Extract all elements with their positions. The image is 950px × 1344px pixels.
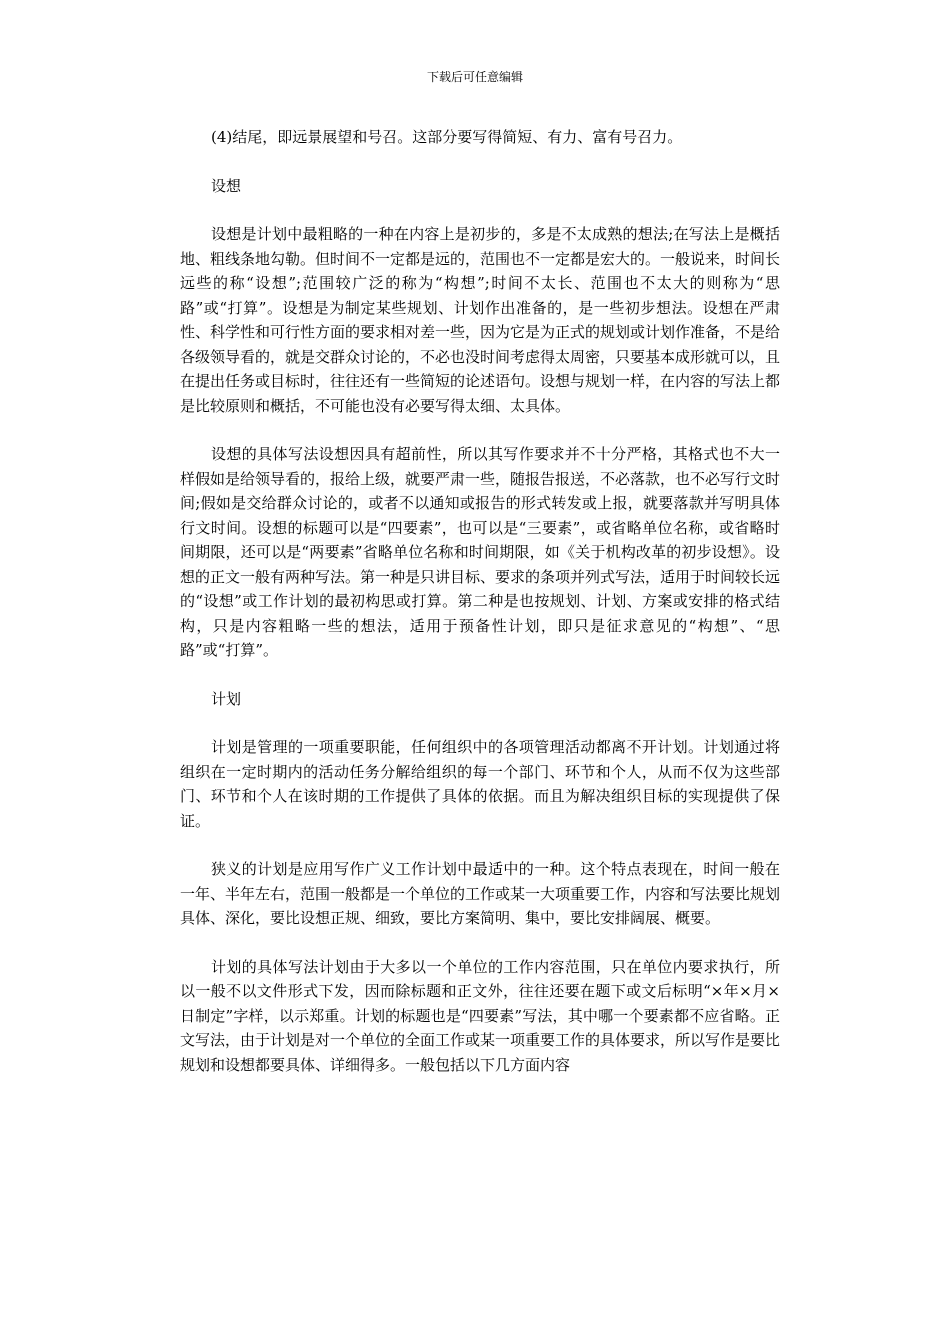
paragraph-jihua-writing: 计划的具体写法计划由于大多以一个单位的工作内容范围，只在单位内要求执行，所以一般不以文件形式下发，因而除标题和正文外，往往还要在题下或文后标明“×年×月×日制定”字样，以示郑重。计划的标题也是“四要素”写法，其中哪一个要素都不应省略。正文写法，由于计划是对一个单位的全面工作或某一项重要工作的具体要求，所以写作是要比规划和设想都要具体、详细得多。一般包括以下几方面内容 [180, 957, 781, 1074]
section-heading-jihua: 计划 [211, 689, 242, 708]
paragraph-shexiang-writing: 设想的具体写法设想因具有超前性，所以其写作要求并不十分严格，其格式也不大一样假如是给领导看的，报给上级，就要严肃一些，随报告报送，不必落款，也不必写行文时间;假如是交给群众讨论的，或者不以通知或报告的形式转发或上报，就要落款并写明具体行文时间。设想的标题可以是“四要素”，也可以是“三要素”，或省略单位名称，或省略时间期限，还可以是“两要素”省略单位名称和时间期限，如《关于机构改革的初步设想》。设想的正文一般有两种写法。第一种是只讲目标、要求的条项并列式写法，适用于时间较长远的“设想”或工作计划的最初构思或打算。第二种是也按规划、计划、方案或安排的格式结构，只是内容粗略一些的想法，适用于预备性计划，即只是征求意见的“构想”、“思路”或“打算”。 [180, 445, 781, 659]
document-body [180, 125, 780, 1101]
paragraph-shexiang-definition: 设想是计划中最粗略的一种在内容上是初步的，多是不太成熟的想法;在写法上是概括地、粗线条地勾勒。但时间不一定都是远的，范围也不一定都是宏大的。一般说来，时间长远些的称“设想”;范围较广泛的称为“构想”;时间不太长、范围也不太大的则称为“思路”或“打算”。设想是为制定某些规划、计划作出准备的，是一些初步想法。设想在严肃性、科学性和可行性方面的要求相对差一些，因为它是为正式的规划或计划作准备，不是给各级领导看的，就是交群众讨论的，不必也没时间考虑得太周密，只要基本成形就可以，且在提出任务或目标时，往往还有一些简短的论述语句。设想与规划一样，在内容的写法上都是比较原则和概括，不可能也没有必要写得太细、太具体。 [180, 225, 781, 415]
page-header: 下载后可任意编辑 [426, 70, 523, 84]
paragraph-conclusion: (4)结尾，即远景展望和号召。这部分要写得简短、有力、富有号召力。 [211, 128, 683, 146]
paragraph-jihua-narrow: 狭义的计划是应用写作广义工作计划中最适中的一种。这个特点表现在，时间一般在一年、半年左右，范围一般都是一个单位的工作或某一大项重要工作，内容和写法要比规划具体、深化，要比设想正规、细致，要比方案简明、集中，要比安排阔展、概要。 [180, 860, 781, 927]
paragraph-jihua-definition: 计划是管理的一项重要职能，任何组织中的各项管理活动都离不开计划。计划通过将组织在一定时期内的活动任务分解给组织的每一个部门、环节和个人，从而不仅为这些部门、环节和个人在该时期的工作提供了具体的依据。而且为解决组织目标的实现提供了保证。 [180, 738, 780, 830]
section-heading-shexiang: 设想 [211, 176, 242, 195]
